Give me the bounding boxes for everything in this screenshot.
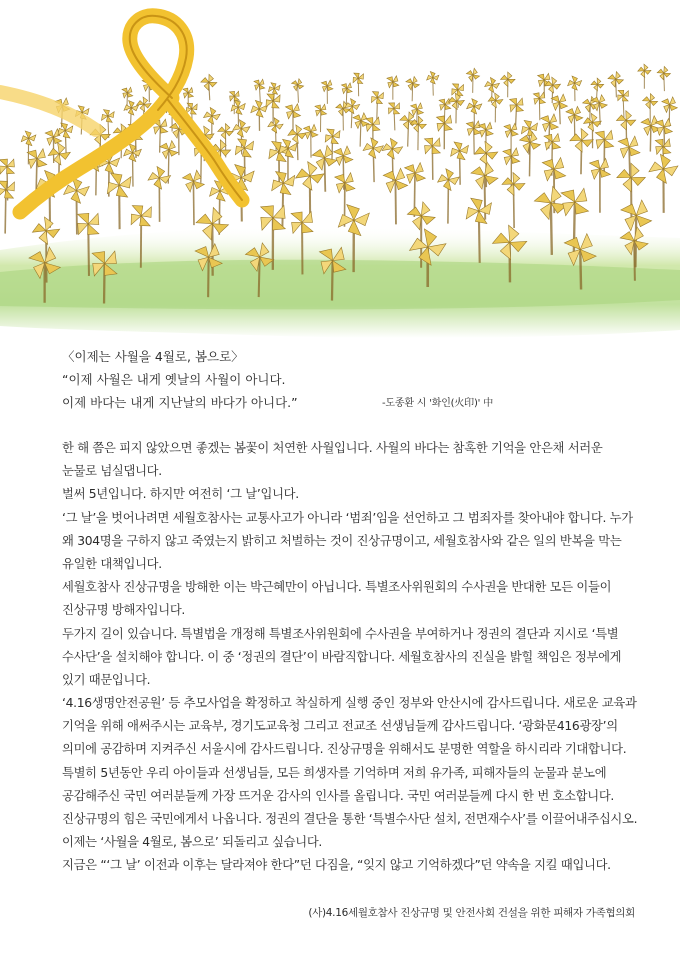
quote-line-2-text: 이제 바다는 내게 지난날의 바다가 아니다.” bbox=[62, 395, 298, 410]
body-line: 특별히 5년동안 우리 아이들과 선생님들, 모든 희생자를 기억하며 저희 유가족, 피해자들의 눈물과 분노에 bbox=[62, 765, 607, 780]
pinwheel-icon bbox=[0, 174, 22, 205]
body-line: 두가지 길이 있습니다. 특별법을 개정해 특별조사위원회에 수사권을 부여하거나 정권의 결단과 지시로 ‘특별 bbox=[62, 626, 619, 641]
body-line: 한 해 쯤은 피지 않았으면 좋겠는 봄꽃이 처연한 사월입니다. 사월의 바다는 참혹한 기억을 안은채 서러운 bbox=[62, 441, 603, 455]
pinwheel-icon bbox=[615, 162, 647, 194]
quote-line-2 bbox=[62, 391, 642, 414]
pinwheel-icon bbox=[147, 166, 171, 190]
pinwheel-icon bbox=[382, 138, 403, 159]
pinwheel-icon bbox=[32, 217, 60, 245]
body-line: 지금은 “‘그 날’ 이전과 이후는 달라져야 한다”던 다짐을, “잊지 않고 기억하겠다”던 약속을 지킬 때입니다. bbox=[62, 858, 611, 873]
quote-source: -도종환 시 '화인(火印)' 中 bbox=[382, 398, 494, 409]
quote-line-1: “이제 사월은 내게 옛날의 사월이 아니다. bbox=[62, 372, 286, 387]
pinwheel-icon bbox=[501, 171, 526, 196]
pinwheel-icon bbox=[268, 118, 284, 134]
pinwheel-icon bbox=[488, 93, 503, 108]
pinwheel-icon bbox=[425, 70, 441, 86]
body-line: ‘그 날’을 벗어나려면 세월호참사는 교통사고가 아니라 ‘범죄’임을 선언하고 그 범죄자를 찾아내야 합니다. 누가 bbox=[62, 510, 633, 525]
body-line: 기억을 위해 애써주시는 교육부, 경기도교육청 그리고 전교조 선생님들께 감사드립니다. ‘광화문416광장’의 bbox=[62, 719, 618, 734]
pinwheel-icon bbox=[500, 71, 516, 87]
body-line: 공감해주신 국민 여러분들께 가장 뜨거운 감사의 인사를 올립니다. 국민 여러분들께 다시 한 번 호소합니다. bbox=[62, 788, 615, 803]
pinwheel-icon bbox=[465, 97, 483, 115]
body-line: 왜 304명을 구하지 않고 죽였는지 밝히고 처벌하는 것이 진상규명이고, 세월호참사와 같은 일의 반복을 막는 bbox=[62, 533, 622, 548]
pinwheel-icon bbox=[122, 99, 140, 117]
poem-quote bbox=[62, 346, 642, 414]
pinwheel-icon bbox=[232, 119, 251, 138]
pinwheel-icon bbox=[217, 123, 234, 140]
pinwheel-icon bbox=[590, 77, 604, 91]
pinwheel-icon bbox=[641, 92, 659, 110]
signature: (사)4.16세월호참사 진상규명 및 안전사회 건설을 위한 피해자 가족협의회 bbox=[308, 907, 635, 919]
body-line: 벌써 5년입니다. 하지만 여전히 ‘그 날’입니다. bbox=[62, 487, 299, 502]
pinwheel-icon bbox=[569, 128, 595, 154]
pinwheel-icon bbox=[0, 153, 21, 181]
pinwheel-icon bbox=[637, 64, 651, 78]
pinwheel-icon bbox=[474, 141, 498, 165]
ribbon-pinwheel-illustration bbox=[0, 0, 680, 345]
pinwheel-icon bbox=[362, 137, 384, 159]
pinwheel-icon bbox=[615, 110, 636, 131]
pinwheel-icon bbox=[200, 73, 218, 91]
body-line: 진상규명의 힘은 국민에게서 나옵니다. 정권의 결단을 통한 ‘특별수사단 설치, 전면재수사’를 이끌어내주십시오. bbox=[62, 812, 638, 826]
body-line: 있기 때문입니다. bbox=[62, 672, 151, 687]
body-line: 진상규명 방해자입니다. bbox=[62, 603, 186, 618]
pinwheel-icon bbox=[566, 74, 584, 92]
pinwheel-icon bbox=[484, 77, 500, 93]
pinwheel-icon bbox=[288, 125, 307, 144]
body-line: 눈물로 넘실댑니다. bbox=[62, 464, 162, 479]
pinwheel-icon bbox=[436, 168, 460, 192]
pinwheel-icon bbox=[203, 107, 221, 125]
body-line: ‘4.16생명안전공원’ 등 추모사업을 확정하고 착실하게 실행 중인 정부와 안산시에 감사드립니다. 새로운 교육과 bbox=[62, 696, 637, 711]
pinwheel-icon bbox=[48, 143, 70, 165]
body-line: 세월호참사 진상규명을 방해한 이는 박근혜만이 아닙니다. 특별조사위원회의 수사권을 반대한 모든 이들이 bbox=[62, 580, 612, 595]
body-line: 수사단’을 설치해야 합니다. 이 중 ‘정권의 결단’이 바람직합니다. 세월호참사의 진실을 밝힐 책임은 정부에게 bbox=[62, 649, 622, 664]
statement-body bbox=[62, 437, 636, 878]
pinwheel-icon bbox=[583, 113, 601, 131]
pinwheel-icon bbox=[648, 153, 679, 184]
quote-title: 〈이제는 사월을 4월로, 봄으로〉 bbox=[62, 349, 244, 364]
body-line: 유일한 대책입니다. bbox=[62, 556, 162, 571]
body-line: 이제는 ‘사월을 4월로, 봄으로’ 되돌리고 싶습니다. bbox=[62, 835, 323, 850]
body-line: 의미에 공감하며 지켜주신 서울시에 감사드립니다. 진상규명을 위해서도 분명한 역할을 하시리라 기대합니다. bbox=[62, 742, 627, 757]
